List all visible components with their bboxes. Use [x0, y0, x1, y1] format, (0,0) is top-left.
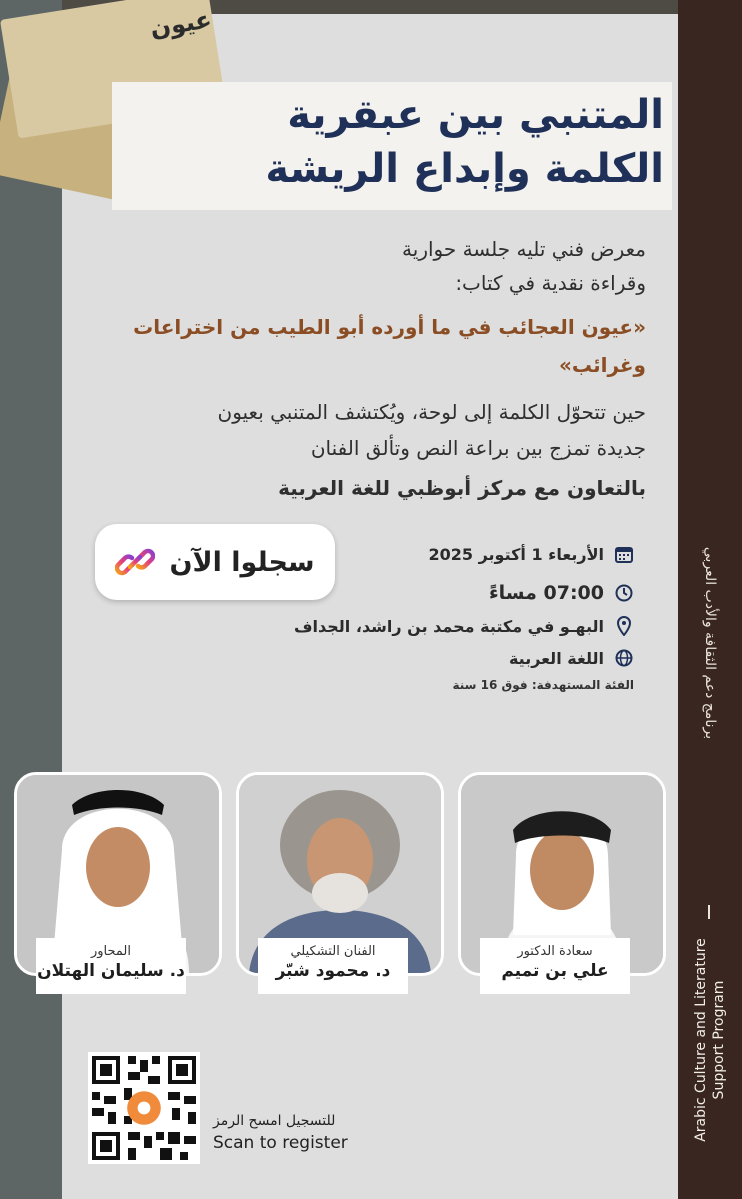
register-now-button[interactable]	[95, 524, 335, 600]
detail-location	[294, 616, 634, 636]
location-pin-icon	[614, 616, 634, 636]
program-name-english	[692, 890, 728, 1190]
intro-line-2: وقراءة نقدية في كتاب:	[455, 271, 646, 295]
location-text: البهـو في مكتبة محمد بن راشد، الجداف	[293, 616, 604, 636]
intro-text	[106, 232, 646, 300]
date-text: الأربعاء 1 أكتوبر 2025	[428, 544, 604, 564]
qr-code-icon	[88, 1052, 200, 1164]
event-title-line-1: المتنبي بين عبقرية	[287, 92, 664, 138]
language-text: اللغة العربية	[508, 648, 604, 668]
qr-instructions	[213, 1113, 348, 1153]
target-audience: الفئة المستهدفة: فوق 16 سنة	[452, 678, 634, 692]
detail-time	[489, 582, 634, 604]
speaker-1-name: علي بن تميم	[501, 961, 609, 981]
calendar-icon	[614, 544, 634, 564]
detail-language	[509, 648, 634, 668]
description	[106, 394, 646, 466]
speaker-3-role: المحاور	[91, 944, 131, 959]
intro-line-1: معرض فني تليه جلسة حوارية	[402, 237, 646, 261]
speaker-2-role: الفنان التشكيلي	[290, 944, 376, 959]
collaboration-text: بالتعاون مع مركز أبوظبي للغة العربية	[278, 476, 646, 500]
description-line-2: جديدة تمزج بين براعة النص وتألق الفنان	[310, 436, 646, 460]
program-name-english-line-1: Arabic Culture and Literature	[693, 938, 709, 1142]
event-title-line-2: الكلمة وإبداع الريشة	[265, 146, 664, 192]
time-text: 07:00 مساءً	[488, 582, 604, 604]
speaker-1-role: سعادة الدكتور	[517, 944, 593, 959]
description-line-1: حين تتحوّل الكلمة إلى لوحة، ويُكتشف المتنبي بعيون	[217, 400, 646, 424]
speaker-2-name: د. محمود شبّر	[275, 961, 391, 981]
clock-icon	[614, 583, 634, 603]
scan-english: Scan to register	[213, 1133, 348, 1153]
speaker-3-namecard	[36, 938, 186, 994]
register-now-label: سجلوا الآن	[169, 546, 315, 578]
registration-qr-code[interactable]	[88, 1052, 200, 1164]
speaker-3-name: د. سليمان الهتلان	[37, 961, 185, 981]
book-name: «عيون العجائب في ما أورده أبو الطيب من اختراعات وغرائب»	[133, 315, 646, 377]
detail-date	[428, 544, 634, 564]
scan-arabic: للتسجيل امسح الرمز	[213, 1113, 336, 1129]
program-name-english-line-2: Support Program	[711, 980, 727, 1100]
program-name-arabic: برنامج دعم الثقافة والأدب العربي	[702, 546, 718, 740]
book-cover-title: عيون	[148, 5, 214, 43]
speaker-2-namecard	[258, 938, 408, 994]
event-title	[144, 88, 664, 196]
speaker-1-namecard	[480, 938, 630, 994]
globe-icon	[614, 648, 634, 668]
link-icon	[115, 542, 155, 582]
